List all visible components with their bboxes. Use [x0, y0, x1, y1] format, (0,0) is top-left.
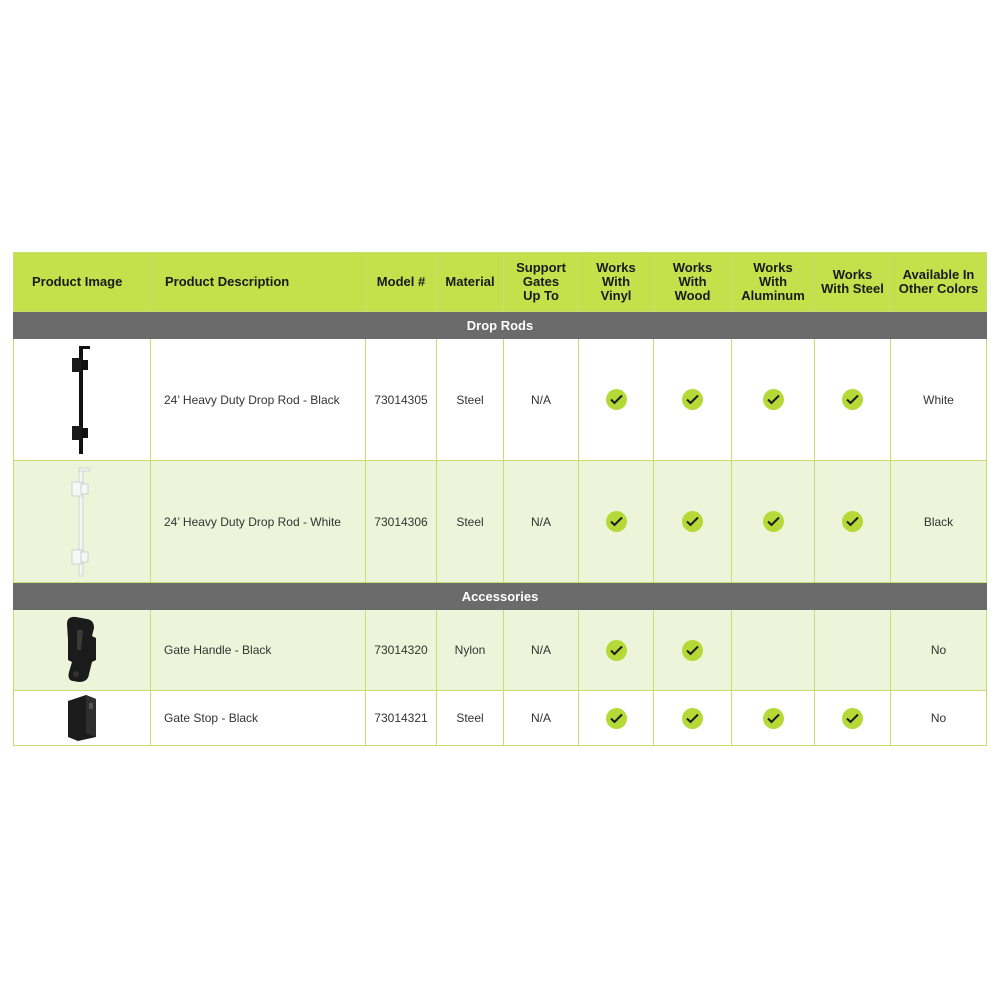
- table-row: [14, 339, 987, 461]
- vinyl-cell: [579, 610, 654, 691]
- product-image-cell: [14, 610, 151, 691]
- check-icon: [763, 389, 784, 410]
- product-description: Gate Handle - Black: [151, 610, 366, 691]
- section-row-accessories: [14, 583, 987, 610]
- other-colors: White: [891, 339, 987, 461]
- support-gates: N/A: [504, 339, 579, 461]
- vinyl-cell: [579, 691, 654, 746]
- header-model: Model #: [366, 253, 437, 312]
- steel-cell: [815, 461, 891, 583]
- steel-cell: [815, 339, 891, 461]
- product-description: 24’ Heavy Duty Drop Rod - Black: [151, 339, 366, 461]
- material: Steel: [437, 461, 504, 583]
- wood-cell: [654, 339, 732, 461]
- drop-rod-black-icon: [67, 344, 97, 456]
- header-works-with-aluminum: Works With Aluminum: [732, 253, 815, 312]
- header-works-with-steel: Works With Steel: [815, 253, 891, 312]
- header-works-with-wood: Works With Wood: [654, 253, 732, 312]
- steel-cell: [815, 610, 891, 691]
- product-description: Gate Stop - Black: [151, 691, 366, 746]
- header-product-description: Product Description: [151, 253, 366, 312]
- product-comparison-table: [13, 252, 987, 746]
- header-product-image: Product Image: [14, 253, 151, 312]
- drop-rod-white-icon: [67, 466, 97, 578]
- header-row: [14, 253, 987, 312]
- support-gates: N/A: [504, 461, 579, 583]
- check-icon: [682, 511, 703, 532]
- other-colors: No: [891, 610, 987, 691]
- table-row: [14, 691, 987, 746]
- other-colors: Black: [891, 461, 987, 583]
- aluminum-cell: [732, 339, 815, 461]
- check-icon: [842, 511, 863, 532]
- support-gates: N/A: [504, 691, 579, 746]
- check-icon: [842, 389, 863, 410]
- gate-stop-black-icon: [62, 693, 102, 743]
- aluminum-cell: [732, 691, 815, 746]
- check-icon: [606, 389, 627, 410]
- support-gates: N/A: [504, 610, 579, 691]
- check-icon: [606, 511, 627, 532]
- check-icon: [606, 708, 627, 729]
- section-title: Accessories: [14, 583, 987, 610]
- model-number: 73014305: [366, 339, 437, 461]
- model-number: 73014306: [366, 461, 437, 583]
- gate-handle-black-icon: [59, 614, 105, 686]
- model-number: 73014321: [366, 691, 437, 746]
- material: Steel: [437, 691, 504, 746]
- check-icon: [763, 511, 784, 532]
- model-number: 73014320: [366, 610, 437, 691]
- vinyl-cell: [579, 339, 654, 461]
- check-icon: [682, 640, 703, 661]
- check-icon: [606, 640, 627, 661]
- product-image-cell: [14, 339, 151, 461]
- header-material: Material: [437, 253, 504, 312]
- section-title: Drop Rods: [14, 312, 987, 339]
- check-icon: [682, 708, 703, 729]
- other-colors: No: [891, 691, 987, 746]
- table-row: [14, 461, 987, 583]
- table-row: [14, 610, 987, 691]
- product-image-cell: [14, 691, 151, 746]
- aluminum-cell: [732, 610, 815, 691]
- check-icon: [763, 708, 784, 729]
- material: Nylon: [437, 610, 504, 691]
- header-available-colors: Available In Other Colors: [891, 253, 987, 312]
- product-image-cell: [14, 461, 151, 583]
- aluminum-cell: [732, 461, 815, 583]
- wood-cell: [654, 461, 732, 583]
- header-support-gates: Support Gates Up To: [504, 253, 579, 312]
- steel-cell: [815, 691, 891, 746]
- vinyl-cell: [579, 461, 654, 583]
- material: Steel: [437, 339, 504, 461]
- section-row-drop-rods: [14, 312, 987, 339]
- product-description: 24’ Heavy Duty Drop Rod - White: [151, 461, 366, 583]
- header-works-with-vinyl: Works With Vinyl: [579, 253, 654, 312]
- wood-cell: [654, 691, 732, 746]
- product-comparison-table-container: [13, 252, 986, 746]
- check-icon: [682, 389, 703, 410]
- check-icon: [842, 708, 863, 729]
- wood-cell: [654, 610, 732, 691]
